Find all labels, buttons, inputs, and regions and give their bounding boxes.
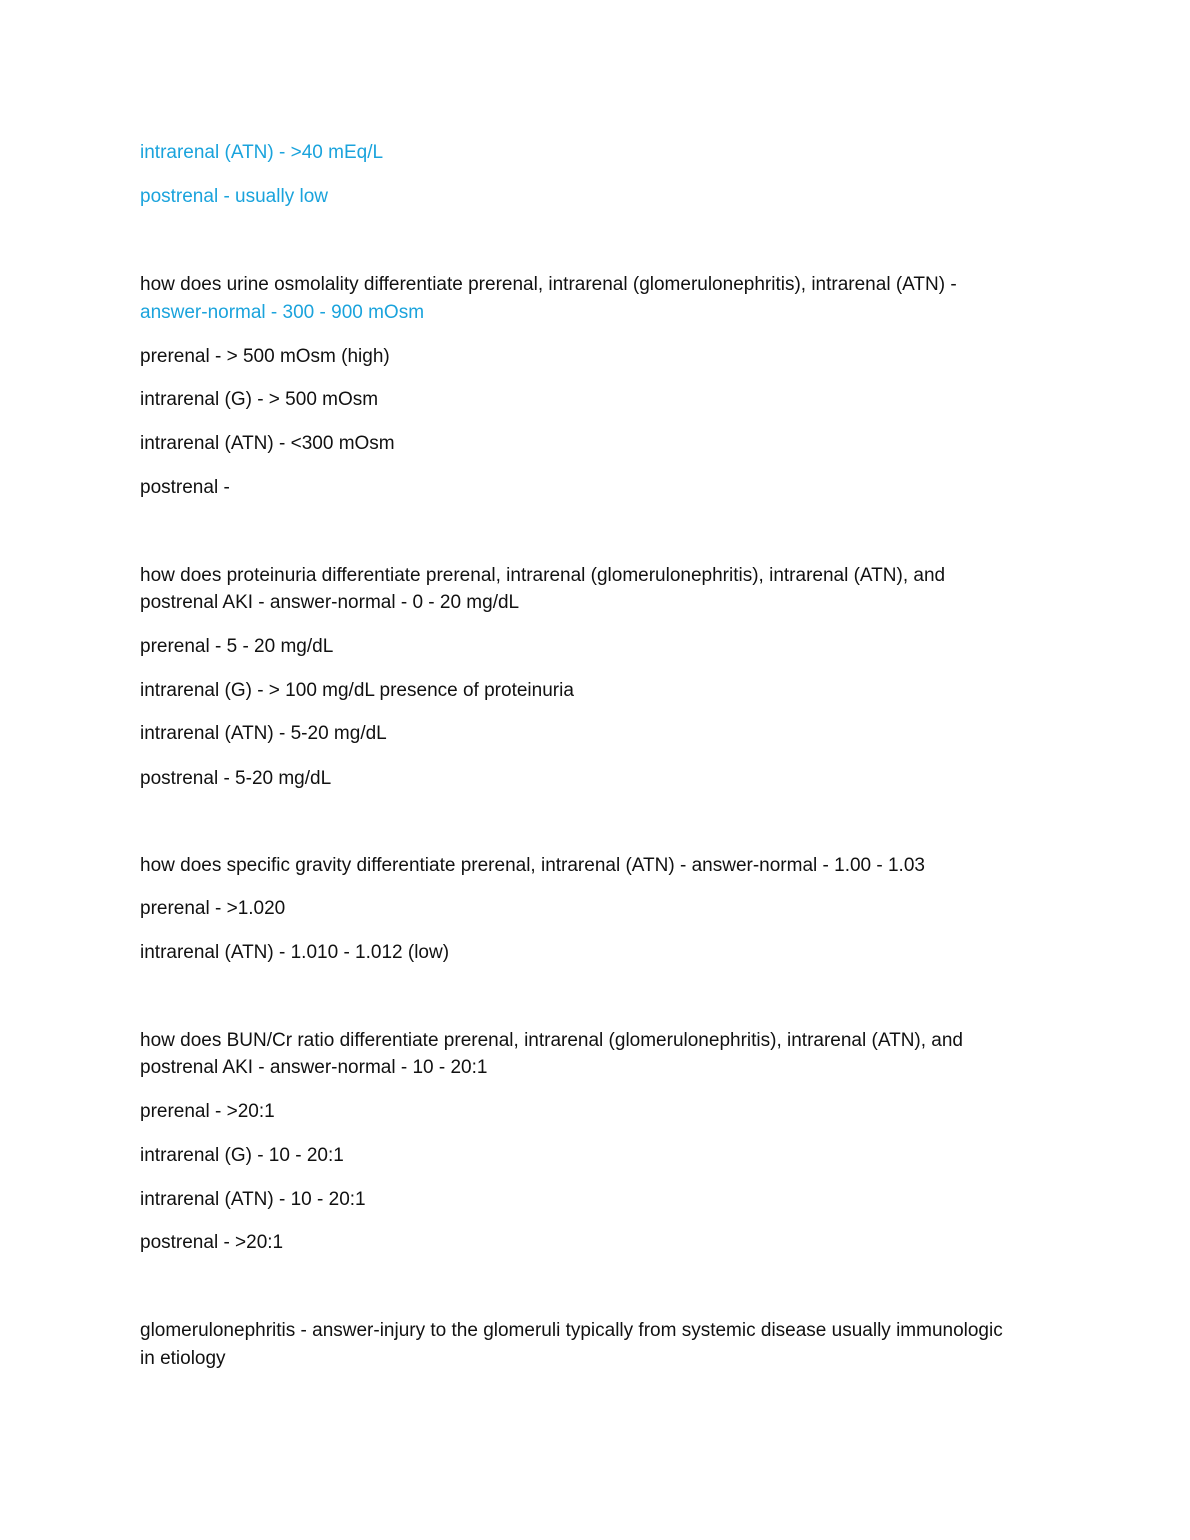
proteinuria-intrarenal-g-line: intrarenal (G) - > 100 mg/dL presence of proteinuria: [140, 680, 574, 701]
bun-cr-prerenal-line: prerenal - >20:1: [140, 1101, 275, 1122]
bun-cr-intrarenal-g-line: intrarenal (G) - 10 - 20:1: [140, 1145, 344, 1166]
bun-cr-question: how does BUN/Cr ratio differentiate prerenal, intrarenal (glomerulonephritis), intrarenal (ATN), and: [140, 1030, 964, 1051]
osmolality-answer-normal: answer-normal - 300 - 900 mOsm: [140, 302, 425, 323]
glomerulonephritis-definition-continued: in etiology: [140, 1348, 226, 1369]
bun-cr-intrarenal-atn-line: intrarenal (ATN) - 10 - 20:1: [140, 1189, 366, 1210]
specific-gravity-question: how does specific gravity differentiate prerenal, intrarenal (ATN) - answer-normal - 1.00 - 1.03: [140, 855, 925, 876]
proteinuria-prerenal-line: prerenal - 5 - 20 mg/dL: [140, 636, 334, 657]
osmolality-postrenal-line: postrenal -: [140, 477, 230, 498]
proteinuria-postrenal-line: postrenal - 5-20 mg/dL: [140, 768, 332, 789]
glomerulonephritis-definition: glomerulonephritis - answer-injury to the glomeruli typically from systemic disease usually immunologic: [140, 1320, 1003, 1341]
osmolality-question: how does urine osmolality differentiate prerenal, intrarenal (glomerulonephritis), intrarenal (ATN) -: [140, 274, 957, 295]
specific-gravity-intrarenal-atn-line: intrarenal (ATN) - 1.010 - 1.012 (low): [140, 942, 450, 963]
bun-cr-postrenal-line: postrenal - >20:1: [140, 1232, 284, 1253]
specific-gravity-prerenal-line: prerenal - >1.020: [140, 898, 286, 919]
osmolality-intrarenal-g-line: intrarenal (G) - > 500 mOsm: [140, 389, 379, 410]
sodium-intrarenal-atn-line: intrarenal (ATN) - >40 mEq/L: [140, 142, 384, 163]
proteinuria-question-continued: postrenal AKI - answer-normal - 0 - 20 mg/dL: [140, 592, 520, 613]
osmolality-intrarenal-atn-line: intrarenal (ATN) - <300 mOsm: [140, 433, 395, 454]
sodium-postrenal-line: postrenal - usually low: [140, 186, 328, 207]
osmolality-prerenal-line: prerenal - > 500 mOsm (high): [140, 346, 390, 367]
bun-cr-question-continued: postrenal AKI - answer-normal - 10 - 20:1: [140, 1057, 488, 1078]
proteinuria-question: how does proteinuria differentiate prerenal, intrarenal (glomerulonephritis), intrarenal (ATN), and: [140, 565, 946, 586]
proteinuria-intrarenal-atn-line: intrarenal (ATN) - 5-20 mg/dL: [140, 723, 387, 744]
